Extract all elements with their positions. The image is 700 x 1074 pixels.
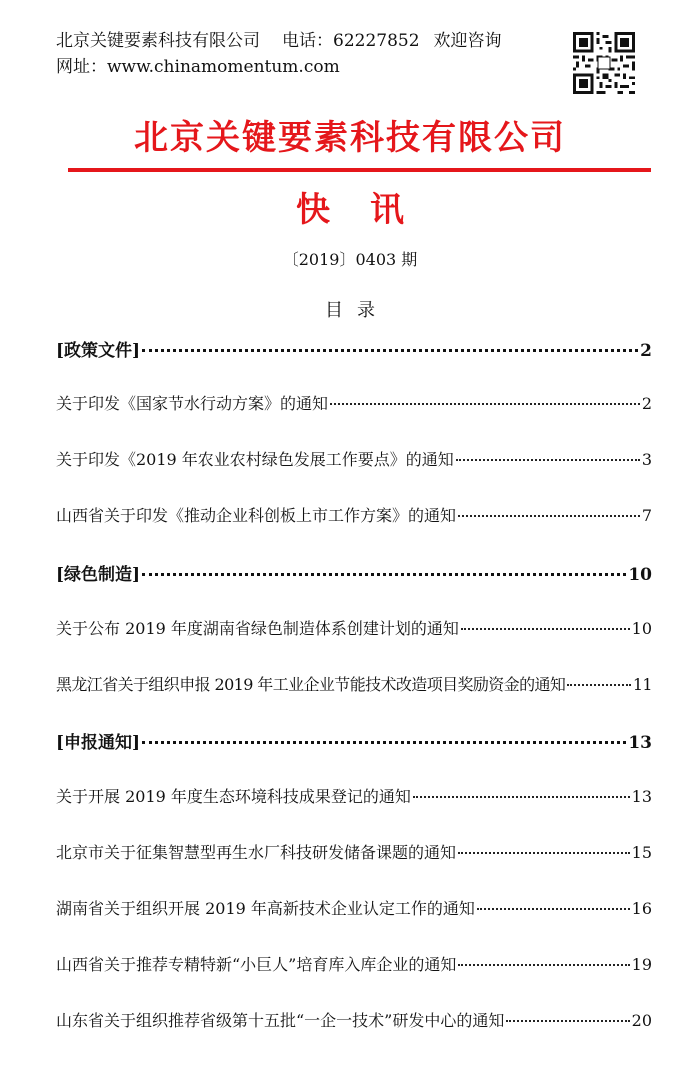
toc-section-row[interactable] bbox=[56, 336, 652, 361]
header-line-1 bbox=[56, 28, 566, 54]
header-phone: 电话：62227852 bbox=[282, 31, 420, 51]
toc-entry-row[interactable] bbox=[56, 503, 652, 526]
toc-entry-row[interactable] bbox=[56, 672, 652, 695]
toc-leader-dots bbox=[330, 403, 640, 405]
toc-entry-title: 黑龙江省关于组织申报 2019 年工业企业节能技术改造项目奖励资金的通知 bbox=[56, 675, 566, 694]
toc-leader-dots bbox=[567, 684, 631, 686]
toc-page-number: 7 bbox=[641, 506, 652, 525]
toc-leader-dots bbox=[456, 459, 640, 461]
toc-entry-title: 山西省关于印发《推动企业科创板上市工作方案》的通知 bbox=[56, 506, 457, 525]
toc-section-row[interactable] bbox=[56, 560, 652, 585]
toc-heading: 目录 bbox=[325, 300, 389, 321]
toc-leader-dots bbox=[477, 908, 630, 910]
toc-entry-row[interactable] bbox=[56, 391, 652, 414]
toc-entry-row[interactable] bbox=[56, 896, 652, 919]
toc-page-number: 10 bbox=[628, 565, 652, 585]
toc-page-number: 2 bbox=[640, 341, 652, 361]
toc-leader-dots bbox=[458, 964, 629, 966]
toc-entry-row[interactable] bbox=[56, 784, 652, 807]
toc-entry-row[interactable] bbox=[56, 1008, 652, 1031]
toc-page-number: 13 bbox=[631, 787, 652, 806]
toc-page-number: 3 bbox=[641, 450, 652, 469]
toc-leader-dots bbox=[458, 515, 640, 517]
toc-leader-dots bbox=[142, 573, 626, 576]
header-consult: 欢迎咨询 bbox=[433, 31, 502, 51]
toc-entry-title: 关于公布 2019 年度湖南省绿色制造体系创建计划的通知 bbox=[56, 619, 459, 638]
toc-entry-title: [绿色制造] bbox=[56, 565, 141, 585]
bulletin-title: 快讯 bbox=[296, 190, 444, 230]
toc-leader-dots bbox=[142, 741, 626, 744]
toc-entry-row[interactable] bbox=[56, 840, 652, 863]
toc-leader-dots bbox=[461, 628, 630, 630]
toc-leader-dots bbox=[506, 1020, 629, 1022]
toc-entry-title: 北京市关于征集智慧型再生水厂科技研发储备课题的通知 bbox=[56, 843, 457, 862]
red-divider bbox=[68, 168, 651, 172]
toc-page-number: 13 bbox=[628, 733, 652, 753]
toc-entry-title: 关于开展 2019 年度生态环境科技成果登记的通知 bbox=[56, 787, 411, 806]
toc-entry-title: [申报通知] bbox=[56, 733, 141, 753]
toc-page-number: 2 bbox=[641, 394, 652, 413]
toc-page-number: 11 bbox=[632, 675, 652, 694]
toc-section-row[interactable] bbox=[56, 728, 652, 753]
toc-entry-row[interactable] bbox=[56, 447, 652, 470]
toc-page-number: 10 bbox=[631, 619, 652, 638]
toc-page-number: 15 bbox=[631, 843, 652, 862]
toc-entry-row[interactable] bbox=[56, 616, 652, 639]
toc-entry-title: [政策文件] bbox=[56, 341, 141, 361]
header-website[interactable]: 网址：www.chinamomentum.com bbox=[56, 57, 340, 77]
toc-page-number: 19 bbox=[631, 955, 652, 974]
page-header bbox=[56, 28, 566, 80]
toc-entry-title: 湖南省关于组织开展 2019 年高新技术企业认定工作的通知 bbox=[56, 899, 475, 918]
qr-code-icon bbox=[573, 32, 635, 94]
toc-page-number: 16 bbox=[631, 899, 652, 918]
toc-entry-title: 山西省关于推荐专精特新“小巨人”培育库入库企业的通知 bbox=[56, 955, 457, 974]
toc-leader-dots bbox=[142, 349, 638, 352]
issue-number: 〔2019〕0403 期 bbox=[282, 250, 418, 269]
toc-entry-row[interactable] bbox=[56, 952, 652, 975]
toc-leader-dots bbox=[458, 852, 630, 854]
toc-leader-dots bbox=[413, 796, 630, 798]
toc-entry-title: 关于印发《2019 年农业农村绿色发展工作要点》的通知 bbox=[56, 450, 454, 469]
toc-entry-title: 山东省关于组织推荐省级第十五批“一企一技术”研发中心的通知 bbox=[56, 1011, 505, 1030]
toc-page-number: 20 bbox=[631, 1011, 652, 1030]
company-title: 北京关键要素科技有限公司 bbox=[134, 118, 566, 158]
toc-entry-title: 关于印发《国家节水行动方案》的通知 bbox=[56, 394, 329, 413]
header-company: 北京关键要素科技有限公司 bbox=[56, 31, 260, 51]
